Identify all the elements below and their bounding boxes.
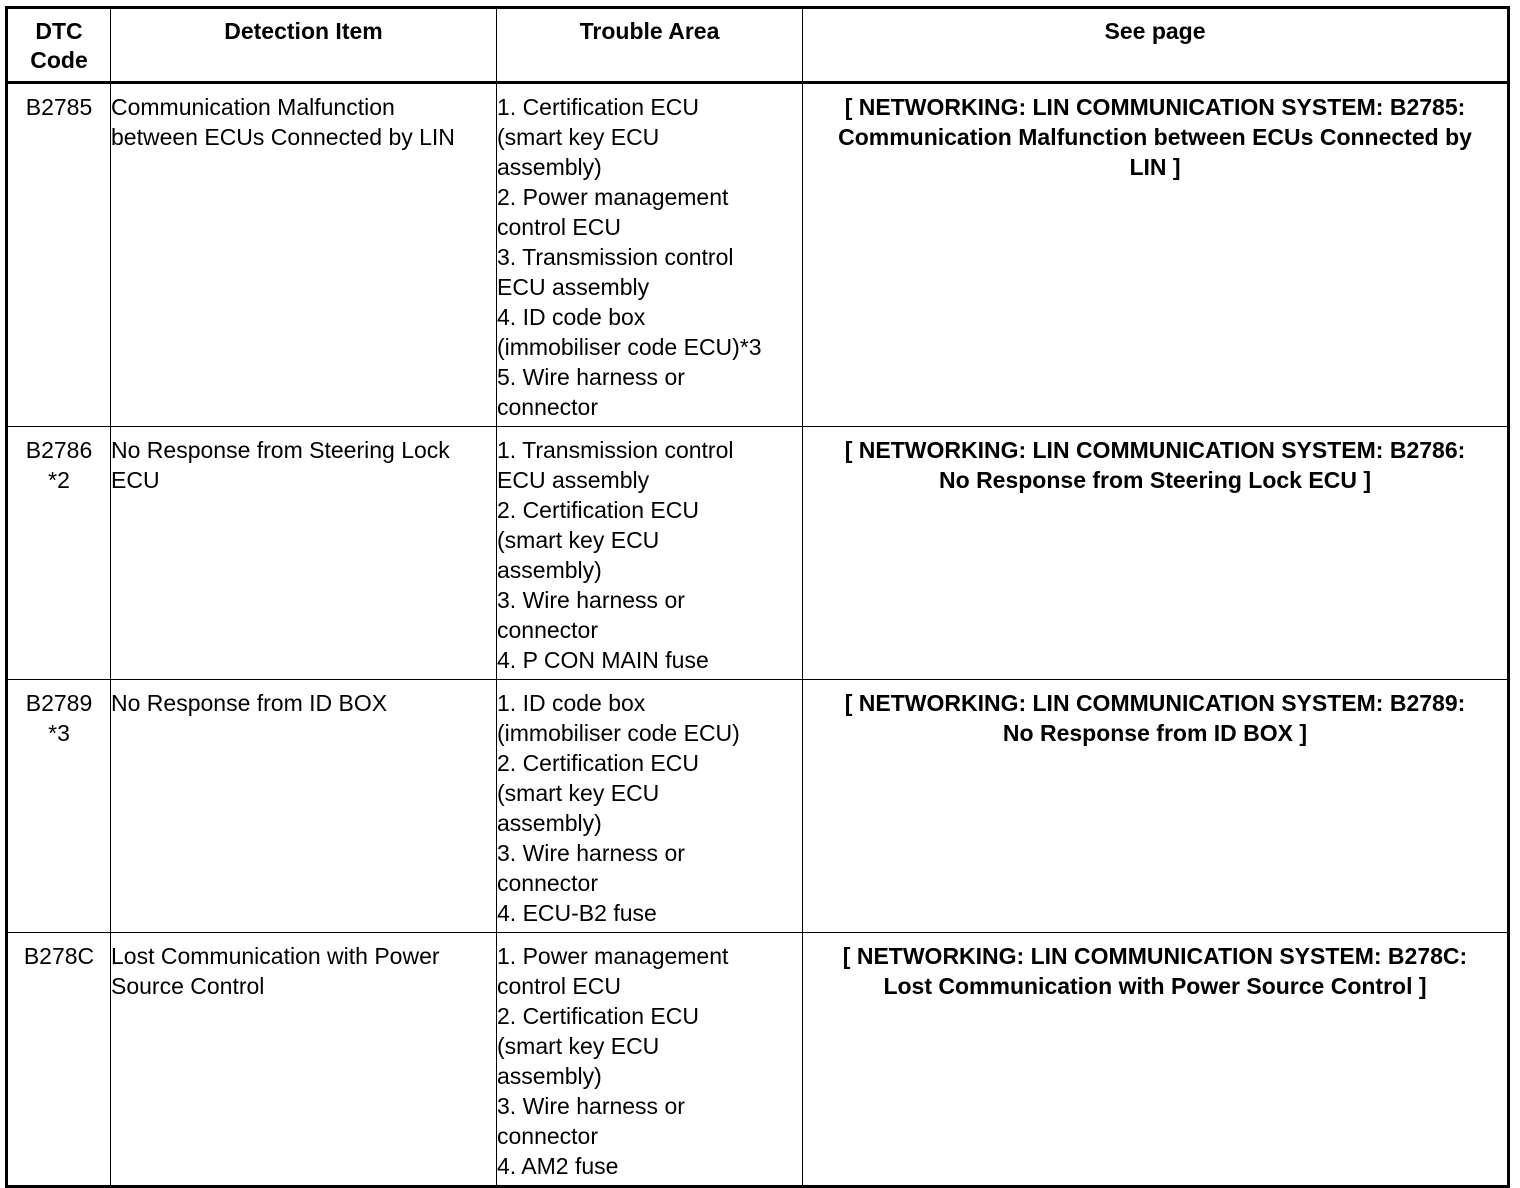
trouble-area-line: assembly) — [497, 154, 602, 180]
trouble-area-line: (smart key ECU — [497, 124, 660, 150]
header-detection-item: Detection Item — [111, 8, 497, 83]
dtc-code: B2789 — [25, 690, 93, 716]
trouble-area-line: (smart key ECU — [497, 527, 660, 553]
header-dtc-code — [7, 8, 111, 83]
trouble-area-line: 4. ECU-B2 fuse — [497, 900, 657, 926]
table-body — [7, 83, 1509, 1187]
table-row-1 — [7, 83, 1509, 427]
see-page-link-line: Lost Communication with Power Source Control ] — [883, 973, 1427, 999]
header-trouble-area: Trouble Area — [497, 8, 803, 83]
trouble-area-line: (smart key ECU — [497, 780, 660, 806]
detection-item-line: between ECUs Connected by LIN — [111, 124, 455, 150]
trouble-area-cell — [497, 83, 803, 427]
trouble-area-cell — [497, 427, 803, 680]
trouble-area-line: (immobiliser code ECU) — [497, 720, 740, 746]
detection-item-cell — [111, 933, 497, 1187]
dtc-code-cell — [7, 83, 111, 427]
trouble-area-line: 2. Certification ECU — [497, 497, 699, 523]
header-see-page: See page — [803, 8, 1509, 83]
trouble-area-line: connector — [497, 617, 599, 643]
header-dtc-code-line1: DTC — [35, 18, 83, 44]
dtc-code: B2786 — [25, 437, 93, 463]
detection-item-line: Communication Malfunction — [111, 94, 395, 120]
trouble-area-line: 4. AM2 fuse — [497, 1153, 619, 1179]
trouble-area-line: 2. Certification ECU — [497, 750, 699, 776]
dtc-code-note: *3 — [48, 720, 70, 746]
see-page-cell — [803, 680, 1509, 933]
see-page-link-line: No Response from Steering Lock ECU ] — [939, 467, 1371, 493]
detection-item-line: Source Control — [111, 973, 265, 999]
table-header — [7, 8, 1509, 83]
trouble-area-line: 1. Transmission control — [497, 437, 734, 463]
see-page-link-line: LIN ] — [1129, 154, 1181, 180]
dtc-table — [5, 6, 1510, 1188]
trouble-area-line: assembly) — [497, 557, 602, 583]
detection-item-cell — [111, 680, 497, 933]
trouble-area-line: 1. Power management — [497, 943, 729, 969]
detection-item-line: No Response from ID BOX — [111, 690, 388, 716]
see-page-cell — [803, 427, 1509, 680]
see-page-link-line: [ NETWORKING: LIN COMMUNICATION SYSTEM: B2786: — [844, 437, 1466, 463]
trouble-area-line: (immobiliser code ECU)*3 — [497, 334, 762, 360]
trouble-area-line: 2. Power management — [497, 184, 729, 210]
trouble-area-line: 1. ID code box — [497, 690, 646, 716]
trouble-area-line: ECU assembly — [497, 467, 650, 493]
detection-item-cell — [111, 427, 497, 680]
trouble-area-line: assembly) — [497, 1063, 602, 1089]
trouble-area-line: connector — [497, 870, 599, 896]
detection-item-line: ECU — [111, 467, 160, 493]
dtc-code: B2785 — [25, 94, 93, 120]
dtc-code-note: *2 — [48, 467, 70, 493]
trouble-area-cell — [497, 680, 803, 933]
trouble-area-line: 3. Wire harness or — [497, 840, 685, 866]
trouble-area-line: control ECU — [497, 214, 621, 240]
table-row-4 — [7, 933, 1509, 1187]
trouble-area-line: (smart key ECU — [497, 1033, 660, 1059]
dtc-code-cell — [7, 680, 111, 933]
trouble-area-line: connector — [497, 394, 599, 420]
trouble-area-line: assembly) — [497, 810, 602, 836]
trouble-area-line: connector — [497, 1123, 599, 1149]
trouble-area-cell — [497, 933, 803, 1187]
trouble-area-line: 5. Wire harness or — [497, 364, 685, 390]
see-page-link-line: Communication Malfunction between ECUs Connected by — [838, 124, 1472, 150]
detection-item-line: No Response from Steering Lock — [111, 437, 450, 463]
see-page-link-line: [ NETWORKING: LIN COMMUNICATION SYSTEM: B2789: — [844, 690, 1466, 716]
trouble-area-line: 3. Transmission control — [497, 244, 734, 270]
trouble-area-line: 1. Certification ECU — [497, 94, 699, 120]
dtc-code: B278C — [23, 943, 95, 969]
trouble-area-line: 3. Wire harness or — [497, 587, 685, 613]
trouble-area-line: 2. Certification ECU — [497, 1003, 699, 1029]
table-row-2 — [7, 427, 1509, 680]
header-row — [7, 8, 1509, 83]
see-page-cell — [803, 83, 1509, 427]
see-page-link-line: [ NETWORKING: LIN COMMUNICATION SYSTEM: B278C: — [842, 943, 1468, 969]
header-dtc-code-line2: Code — [30, 47, 88, 73]
dtc-code-cell — [7, 933, 111, 1187]
see-page-link-line: [ NETWORKING: LIN COMMUNICATION SYSTEM: B2785: — [844, 94, 1466, 120]
table-row-3 — [7, 680, 1509, 933]
trouble-area-line: 4. P CON MAIN fuse — [497, 647, 709, 673]
trouble-area-line: 3. Wire harness or — [497, 1093, 685, 1119]
trouble-area-line: 4. ID code box — [497, 304, 646, 330]
trouble-area-line: ECU assembly — [497, 274, 650, 300]
see-page-cell — [803, 933, 1509, 1187]
trouble-area-line: control ECU — [497, 973, 621, 999]
detection-item-cell — [111, 83, 497, 427]
see-page-link-line: No Response from ID BOX ] — [1002, 720, 1308, 746]
dtc-code-cell — [7, 427, 111, 680]
detection-item-line: Lost Communication with Power — [111, 943, 440, 969]
